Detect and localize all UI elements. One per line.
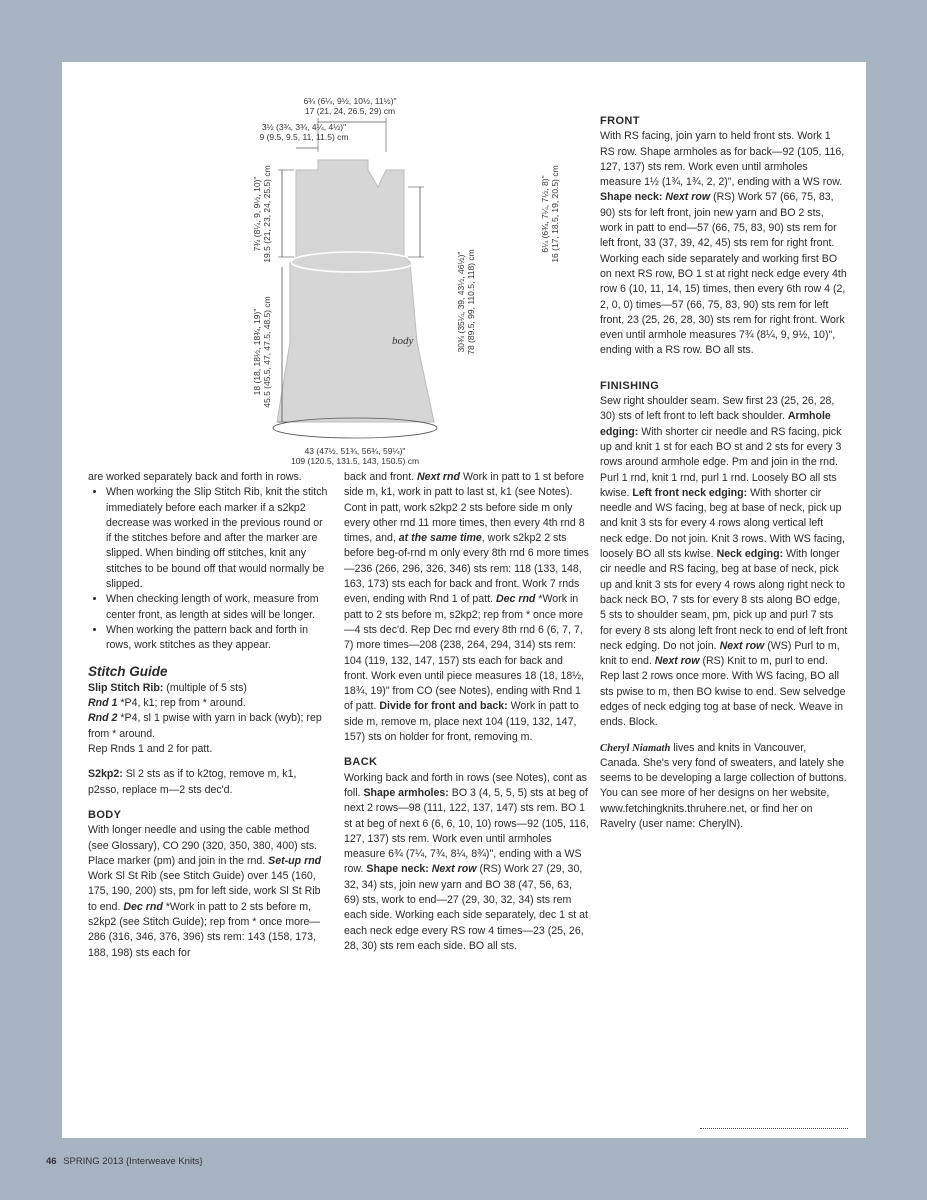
finishing-heading: FINISHING — [600, 379, 660, 392]
finishing-instructions: Sew right shoulder seam. Sew first 23 (25, 26, 28, 30) sts of left front to left back shoulder. Armhole edging: With shorter cir needle and RS facing, pick up and knit 1 st for each BO st and 2 sts for every 3 rows around armhole edge. Pm and join in the rnd. Purl 1 rnd, knit 1 rnd, purl 1 rnd. Loosely BO all sts kwise. Left front neck edging: With shorter cir needle and WS facing, beg at base of neck, pick up and knit 3 sts for every 4 rows along vertical left neck edge. Do not join. Knit 3 rows. With WS facing, loosely BO all sts kwise. Neck edging: With longer cir needle and RS facing, beg at base of neck, pick up and knit 3 sts for every 4 rows along right neck to back neck BO, 7 sts for every 8 sts along BO edge, 5 sts to shoulder seam, pm, pick up and purl 7 sts for every 8 sts along left front neck to end of left front neck edging. Do not join. Next row (WS) Purl to m, knit to end. Next row (RS) Knit to m, purl to end. Rep last 2 rows once more. With WS facing, BO all sts pwise to m, then BO kwise to end. Sew selvedge edges of neck edging tog at base of neck. Weave in ends. Block. — [600, 395, 848, 729]
right-side-cm: 16 (17, 18.5, 19, 20.5) cm — [550, 165, 560, 263]
shoulder-cm: 9 (9.5, 9.5, 11, 11.5) cm — [259, 132, 349, 142]
rep-rnds: Rep Rnds 1 and 2 for patt. — [88, 743, 213, 756]
back-heading: BACK — [344, 756, 378, 769]
schematic-label: body — [392, 335, 414, 347]
column-right — [600, 114, 848, 832]
note-item: • When checking length of work, measure from center front, as length at sides will be longer. — [106, 592, 330, 623]
mid-circ-in: 30¾ (35¼, 39, 43½, 46½)" — [456, 251, 466, 353]
rnd-2: Rnd 2 *P4, sl 1 pwise with yarn in back (wyb); rep from * around. — [88, 712, 322, 740]
slip-stitch-rib: Slip Stitch Rib: (multiple of 5 sts) — [88, 681, 247, 694]
back-instructions: Working back and forth in rows (see Notes), cont as foll. Shape armholes: BO 3 (4, 5, 5, 5) sts at beg of next 2 rows—98 (111, 122, 137, 147) sts rem. BO 1 st at beg of next 6 (6, 6, 10, 10) rows—92 (105, 116, 127, 137) sts rem. Work even until armholes measure 6¾ (7¼, 7¾, 8¼, 8¾)", ending with a WS row. Shape neck: Next row (RS) Work 27 (29, 30, 32, 34) sts, join new yarn and BO 38 (47, 56, 63, 69) sts, work to end—27 (29, 30, 32, 34) sts rem each side. Working each side separately, dec 1 st at each neck edge every RS row 4 times—23 (25, 26, 28, 30) sts rem each side. BO all sts. — [344, 771, 589, 952]
designer-bio: Cheryl Niamath lives and knits in Vancouver, Canada. She's very fond of sweaters, and lately she seems to be developing a large collection of buttons. You can see more of her designs on her website, www.fetchingknits.thruhere.net, or find her on Ravelry (user name: CherylN). — [600, 741, 847, 831]
right-side-in: 6¼ (6¾, 7¼, 7½, 8)" — [540, 175, 550, 253]
end-divider — [700, 1128, 848, 1129]
column-middle — [344, 470, 589, 954]
page-number: 46 — [46, 1156, 57, 1167]
left-upper-in: 7¾ (8¼, 9, 9½, 10)" — [252, 176, 262, 252]
shoulder-in: 3½ (3¾, 3¾, 4¼, 4½)" — [261, 122, 347, 132]
bottom-cm: 109 (120.5, 131.5, 143, 150.5) cm — [290, 456, 420, 466]
left-lower-cm: 45.5 (45.5, 47, 47.5, 48.5) cm — [262, 296, 272, 408]
mid-circ-cm: 78 (89.5, 99, 110.5, 118) cm — [466, 249, 476, 355]
stitch-guide-title: Stitch Guide — [88, 663, 168, 679]
notes-continued: are worked separately back and forth in rows. — [88, 471, 302, 483]
left-upper-cm: 19.5 (21, 23, 24, 25.5) cm — [262, 165, 272, 263]
notes-list — [88, 485, 330, 653]
body-schematic — [172, 92, 602, 466]
body-instructions: With longer needle and using the cable method (see Glossary), CO 290 (320, 350, 380, 400) sts. Place marker (pm) and join in the rnd. Set-up rnd Work Sl St Rib (see Stitch Guide) over 145 (160, 175, 190, 200) sts, pm for left side, work Sl St Rib to end. Dec rnd *Work in patt to 2 sts before m, s2kp2 (see Stitch Guide); rep from * once more—286 (316, 346, 376, 396) sts rem: 143 (158, 173, 188, 198) sts each for — [88, 824, 322, 959]
side-tab — [0, 62, 62, 322]
bottom-in: 43 (47½, 51¾, 56¾, 59¼)" — [304, 446, 406, 456]
page — [62, 62, 866, 1138]
body-continued: back and front. Next rnd Work in patt to 1 st before side m, k1, work in patt to last st, k1 (see Notes). Cont in patt, work s2kp2 2 sts before side m only every other rnd 11 more times, then every 4th rnd 8 times, and, at the same time, work s2kp2 2 sts before beg-of-rnd m only every 8th rnd 6 more times—236 (266, 296, 326, 346) sts rem: 118 (133, 148, 163, 173) sts each for back and front. Work 7 rnds even, ending with Rnd 1 of patt. Dec rnd *Work in patt to 2 sts before m, s2kp2; rep from * once more—4 sts dec'd. Rep Dec rnd every 8th rnd 6 (6, 7, 7, 7) more times—208 (238, 264, 294, 314) sts rem: 104 (119, 132, 147, 157) sts each for back and front. Work even until piece measures 18 (18, 18½, 18¾, 19)" from CO (see Notes), ending with Rnd 1 of patt. Divide for front and back: Work in patt to side m, remove m, place next 104 (119, 132, 147, 157) sts on holder for front, removing m. — [344, 471, 589, 744]
footer-issue: SPRING 2013 {Interweave Knits} — [63, 1156, 203, 1167]
page-footer — [46, 1156, 203, 1167]
rnd-1: Rnd 1 *P4, k1; rep from * around. — [88, 697, 246, 710]
front-instructions: With RS facing, join yarn to held front sts. Work 1 RS row. Shape armholes as for back—92 (105, 116, 127, 137) sts rem. Work even until armholes measure 1½ (1¾, 1¾, 2, 2)", ending with a WS row. Shape neck: Next row (RS) Work 57 (66, 75, 83, 90) sts for left front, join new yarn and BO 2 sts, work in patt to end—57 (66, 75, 83, 90) sts rem for left front, 33 (37, 39, 42, 45) sts rem for right front. Working each side separately and working first BO on next RS row, BO 1 st at right neck edge every 4th row 6 (10, 11, 14, 15) times, then every 6th row 4 (2, 2, 0, 0) times—57 (66, 75, 83, 90) sts rem for left front, 23 (25, 26, 28, 30) sts rem for right front. Work even until armhole measures 7¾ (8¼, 9, 9½, 10)", ending with a RS row. BO all sts. — [600, 130, 847, 357]
s2kp2-def: S2kp2: Sl 2 sts as if to k2tog, remove m, k1, p2sso, replace m—2 sts dec'd. — [88, 768, 297, 796]
front-heading: FRONT — [600, 115, 640, 127]
left-lower-in: 18 (18, 18½, 18¾, 19)" — [252, 308, 262, 396]
note-item: • When working the Slip Stitch Rib, knit the stitch immediately before each marker if a s2kp2 decrease was worked in the previous round or if the stitches before and after the marker are slipped. When binding off stitches, knit any stitches to be bound off that would normally be slipped. — [106, 485, 330, 592]
body-heading: BODY — [88, 808, 122, 821]
column-left — [88, 470, 330, 961]
note-item: • When working the pattern back and forth in rows, work stitches as they appear. — [106, 623, 330, 654]
top-width-cm: 17 (21, 24, 26.5, 29) cm — [304, 106, 396, 116]
top-width-in: 6¾ (6¼, 9½, 10½, 11½)" — [303, 96, 397, 106]
garment-shape — [277, 160, 434, 422]
